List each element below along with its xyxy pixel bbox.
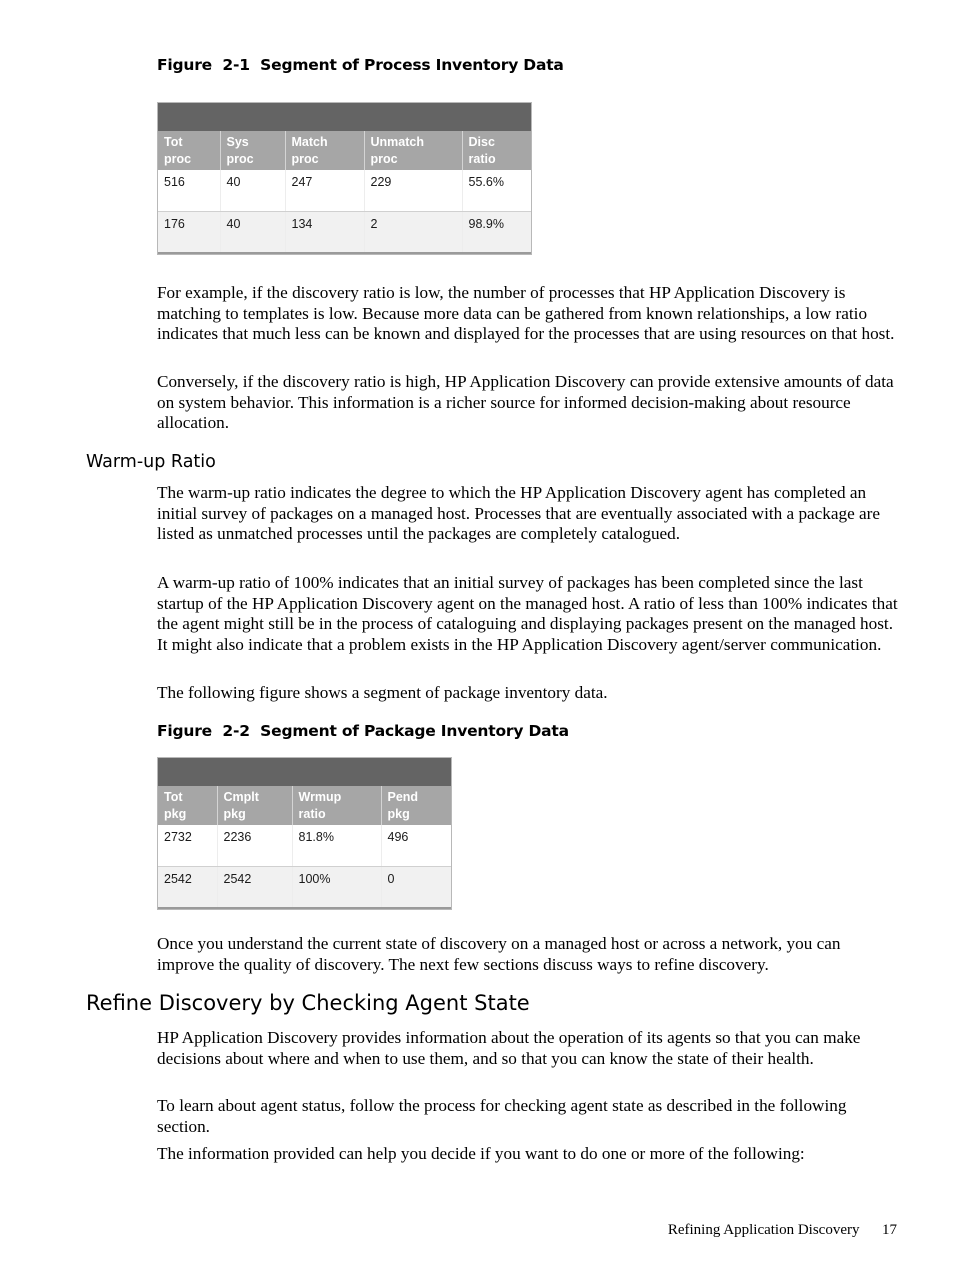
table-cell: 81.8% [292, 825, 381, 866]
table-bottom-border [158, 907, 451, 909]
section-heading-refine-discovery: Refine Discovery by Checking Agent State [86, 991, 530, 1015]
table-cell: 40 [220, 170, 285, 211]
table-cell: 176 [158, 211, 220, 252]
table-title-bar [158, 103, 531, 131]
table-cell: 2732 [158, 825, 217, 866]
table-title-bar [158, 758, 451, 786]
table-cell: 98.9% [462, 211, 531, 252]
table-row [158, 211, 531, 252]
table-cell: 134 [285, 211, 364, 252]
body-paragraph: The following figure shows a segment of package inventory data. [157, 683, 608, 702]
table-cell: 40 [220, 211, 285, 252]
package-inventory-table [157, 757, 452, 910]
table-cell: 247 [285, 170, 364, 211]
body-paragraph: For example, if the discovery ratio is low, the number of processes that HP Application Discovery is matching to templates is low. Because more data can be gathered from known relationships, a low ratio indicates that much less can be known and displayed for the processes that are using resources on that host. [157, 283, 895, 344]
table-row [158, 825, 451, 866]
table-cell: 2542 [158, 866, 217, 907]
body-paragraph: A warm-up ratio of 100% indicates that an initial survey of packages has been completed since the last startup of the HP Application Discovery agent on the managed host. A ratio of less than 100% indicates that the agent might still be in the process of cataloguing and displaying packages present on the managed host. It might also indicate that a problem exists in the HP Application Discovery agent/server communication. [157, 573, 898, 655]
table-cell: 229 [364, 170, 462, 211]
process-inventory-table [157, 102, 532, 255]
page-footer [668, 1222, 897, 1239]
body-paragraph: To learn about agent status, follow the process for checking agent state as described in the following section. [157, 1096, 847, 1136]
column-header-match-proc: Match proc [285, 131, 364, 170]
table-bottom-border [158, 252, 531, 254]
column-header-tot-pkg: Tot pkg [158, 786, 217, 825]
section-heading-warm-up-ratio: Warm-up Ratio [86, 452, 216, 472]
table-row [158, 170, 531, 211]
body-paragraph: Once you understand the current state of discovery on a managed host or across a network, you can improve the quality of discovery. The next few sections discuss ways to refine discovery. [157, 934, 841, 974]
column-header-disc-ratio: Disc ratio [462, 131, 531, 170]
table-row [158, 866, 451, 907]
column-header-pend-pkg: Pend pkg [381, 786, 451, 825]
table-cell: 2236 [217, 825, 292, 866]
body-paragraph: The information provided can help you decide if you want to do one or more of the following: [157, 1144, 805, 1163]
table-cell: 2 [364, 211, 462, 252]
table-cell: 100% [292, 866, 381, 907]
table-cell: 55.6% [462, 170, 531, 211]
column-header-tot-proc: Tot proc [158, 131, 220, 170]
table-header-row [158, 786, 451, 825]
body-paragraph: HP Application Discovery provides information about the operation of its agents so that you can make decisions about where and when to use them, and so that you can know the state of their health. [157, 1028, 861, 1068]
table-cell: 496 [381, 825, 451, 866]
table-cell: 516 [158, 170, 220, 211]
column-header-wrmup-ratio: Wrmup ratio [292, 786, 381, 825]
footer-title: Refining Application Discovery [667, 1222, 860, 1238]
figure-1-caption: Figure 2-1 Segment of Process Inventory Data [157, 56, 564, 74]
column-header-cmplt-pkg: Cmplt pkg [217, 786, 292, 825]
column-header-unmatch-proc: Unmatch proc [364, 131, 462, 170]
table-cell: 0 [381, 866, 451, 907]
page-number: 17 [882, 1222, 897, 1238]
column-header-sys-proc: Sys proc [220, 131, 285, 170]
body-paragraph: The warm-up ratio indicates the degree to which the HP Application Discovery agent has completed an initial survey of packages on a managed host. Processes that are eventually associated with a package are listed as unmatched processes until the packages are completely catalogued. [157, 483, 881, 544]
body-paragraph: Conversely, if the discovery ratio is high, HP Application Discovery can provide extensive amounts of data on system behavior. This information is a richer source for informed decision-making about resource allocation. [157, 372, 894, 433]
table-header-row [158, 131, 531, 170]
figure-2-caption: Figure 2-2 Segment of Package Inventory Data [157, 722, 569, 740]
table-cell: 2542 [217, 866, 292, 907]
